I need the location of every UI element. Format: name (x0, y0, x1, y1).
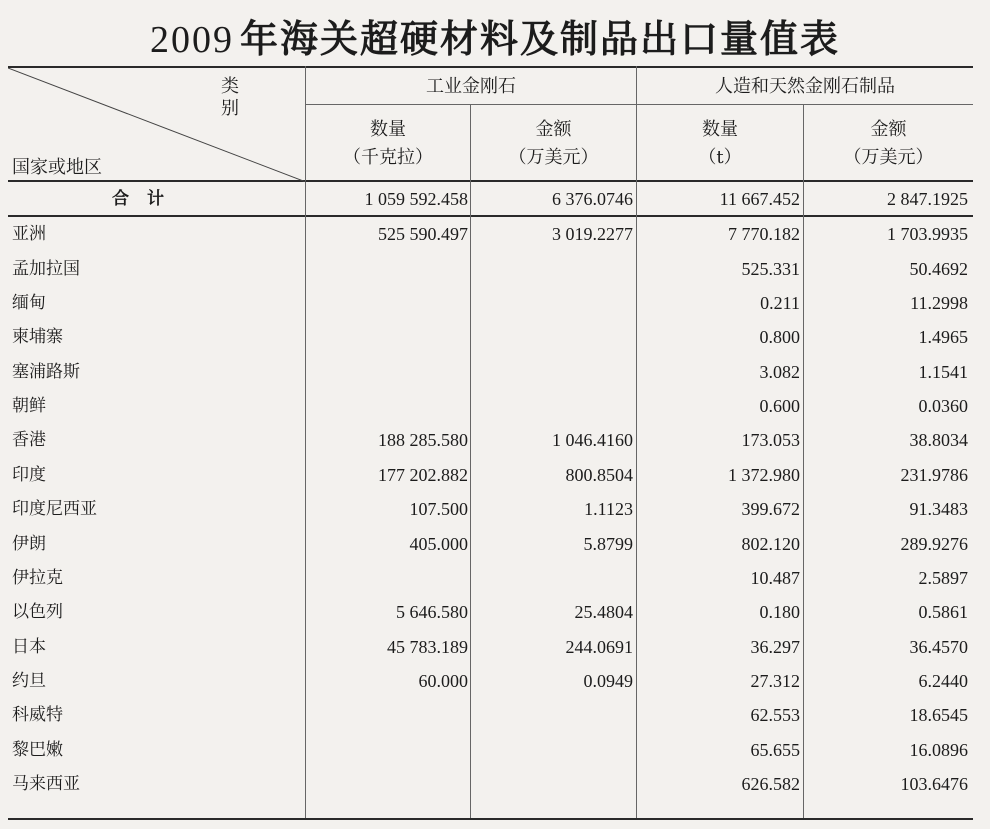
table-cell (308, 286, 468, 320)
title-year: 2009 (149, 19, 234, 61)
category-label: 类 别 (221, 76, 297, 119)
col-amount-label: 金额 (535, 119, 572, 140)
region-name: 以色列 (12, 602, 63, 622)
table-row (8, 320, 973, 354)
table-cell: 0.5861 (918, 602, 968, 622)
table-row (8, 286, 973, 320)
region-name: 黎巴嫩 (12, 740, 63, 760)
title-text: 年海关超硬材料及制品出口量值表 (239, 16, 840, 61)
bottom-rule (8, 818, 973, 820)
table-row (8, 767, 973, 801)
table-cell: 173.053 (741, 430, 800, 450)
col-amount-label: 金额 (870, 119, 907, 140)
total-row (8, 182, 973, 216)
table-cell (475, 767, 633, 801)
table-row (8, 355, 973, 389)
table-row (8, 217, 973, 251)
page-title (0, 8, 990, 63)
table-cell: 0.600 (759, 396, 800, 416)
col-amount-1 (471, 116, 636, 172)
region-name: 缅甸 (12, 293, 46, 313)
table-cell: 405.000 (409, 534, 468, 554)
region-name: 科威特 (12, 705, 63, 725)
region-name: 柬埔寨 (12, 327, 63, 347)
table-cell: 0.0949 (583, 671, 633, 691)
total-cell: 2 847.1925 (887, 189, 968, 209)
table-cell: 45 783.189 (387, 637, 468, 657)
table-cell: 5.8799 (583, 534, 633, 554)
table-cell (308, 561, 468, 595)
region-name: 约旦 (12, 671, 46, 691)
table-cell: 25.4804 (574, 602, 633, 622)
col-qty-unit: （t） (698, 147, 742, 168)
total-cell: 11 667.452 (719, 189, 800, 209)
table-cell: 10.487 (750, 568, 800, 588)
col-qty-unit: （千克拉） (343, 147, 433, 168)
table-row (8, 561, 973, 595)
table-cell (475, 355, 633, 389)
table-cell: 18.6545 (909, 705, 968, 725)
table-cell (475, 320, 633, 354)
table-row (8, 733, 973, 767)
region-label: 国家或地区 (12, 157, 102, 178)
table-cell: 65.655 (750, 740, 800, 760)
table-cell (475, 698, 633, 732)
region-name: 孟加拉国 (12, 259, 80, 279)
table-cell (475, 286, 633, 320)
table-row (8, 595, 973, 629)
table-cell: 0.800 (759, 327, 800, 347)
table-cell (308, 389, 468, 423)
table-cell: 1.1123 (584, 499, 633, 519)
table-cell: 5 646.580 (396, 602, 468, 622)
table-cell (308, 355, 468, 389)
table-cell: 1.4965 (918, 327, 968, 347)
table-cell: 7 770.182 (728, 224, 800, 244)
col-amount-unit: （万美元） (508, 147, 599, 168)
table-cell: 0.180 (759, 602, 800, 622)
table-cell: 525.331 (741, 259, 800, 279)
total-label: 合计 (112, 189, 182, 209)
table-cell: 399.672 (741, 499, 800, 519)
region-name: 马来西亚 (12, 774, 80, 794)
table-cell (308, 320, 468, 354)
table-cell: 800.8504 (565, 465, 633, 485)
table-cell (308, 252, 468, 286)
table-cell: 50.4692 (909, 259, 968, 279)
table-cell: 177 202.882 (378, 465, 468, 485)
col-amount-2 (804, 116, 973, 172)
region-name: 亚洲 (12, 224, 46, 244)
table-cell (475, 252, 633, 286)
col-qty-label: 数量 (370, 119, 406, 140)
table-cell: 11.2998 (910, 293, 968, 313)
table-cell: 525 590.497 (378, 224, 468, 244)
table-row (8, 664, 973, 698)
table-cell: 36.4570 (909, 637, 968, 657)
table-cell: 231.9786 (900, 465, 968, 485)
region-name: 朝鲜 (12, 396, 46, 416)
table-cell (475, 389, 633, 423)
table-row (8, 423, 973, 457)
col-amount-unit: （万美元） (843, 147, 934, 168)
region-name: 伊朗 (12, 534, 46, 554)
table-cell (308, 698, 468, 732)
table-cell: 16.0896 (909, 740, 968, 760)
table-row (8, 252, 973, 286)
table-row (8, 698, 973, 732)
table-cell: 60.000 (418, 671, 468, 691)
table-cell: 107.500 (409, 499, 468, 519)
table-cell: 289.9276 (900, 534, 968, 554)
table-cell: 38.8034 (909, 430, 968, 450)
table-cell (308, 767, 468, 801)
col-qty-t (637, 116, 803, 172)
table-row (8, 630, 973, 664)
table-cell: 6.2440 (918, 671, 968, 691)
table-cell: 0.211 (760, 293, 800, 313)
table-cell: 36.297 (750, 637, 800, 657)
region-name: 印度尼西亚 (12, 499, 97, 519)
table-cell: 91.3483 (909, 499, 968, 519)
total-cell: 6 376.0746 (552, 189, 633, 209)
table-row (8, 492, 973, 526)
table-cell (475, 561, 633, 595)
table-cell: 103.6476 (900, 774, 968, 794)
table-cell: 244.0691 (565, 637, 633, 657)
group-rule (305, 104, 973, 105)
table-cell (475, 733, 633, 767)
group-diamond-products: 人造和天然金刚石制品 (715, 76, 895, 97)
region-name: 伊拉克 (12, 568, 63, 588)
table-cell: 1 372.980 (728, 465, 800, 485)
table-cell: 3 019.2277 (552, 224, 633, 244)
table-cell: 0.0360 (918, 396, 968, 416)
table-cell: 2.5897 (918, 568, 968, 588)
table-row (8, 527, 973, 561)
total-cell: 1 059 592.458 (364, 189, 468, 209)
region-name: 香港 (12, 430, 46, 450)
region-name: 日本 (12, 637, 46, 657)
table-cell: 1 703.9935 (887, 224, 968, 244)
region-name: 印度 (12, 465, 46, 485)
col-qty-kct (306, 116, 470, 172)
table-cell: 802.120 (741, 534, 800, 554)
table-cell: 188 285.580 (378, 430, 468, 450)
table-cell: 62.553 (750, 705, 800, 725)
region-name: 塞浦路斯 (12, 362, 80, 382)
table-cell: 3.082 (759, 362, 800, 382)
table-cell: 1.1541 (918, 362, 968, 382)
table-row (8, 458, 973, 492)
table-cell (308, 733, 468, 767)
group-industrial-diamond: 工业金刚石 (426, 76, 516, 97)
col-qty-label: 数量 (702, 119, 738, 140)
table-cell: 1 046.4160 (552, 430, 633, 450)
table-cell: 626.582 (741, 774, 800, 794)
table-row (8, 389, 973, 423)
table-cell: 27.312 (750, 671, 800, 691)
